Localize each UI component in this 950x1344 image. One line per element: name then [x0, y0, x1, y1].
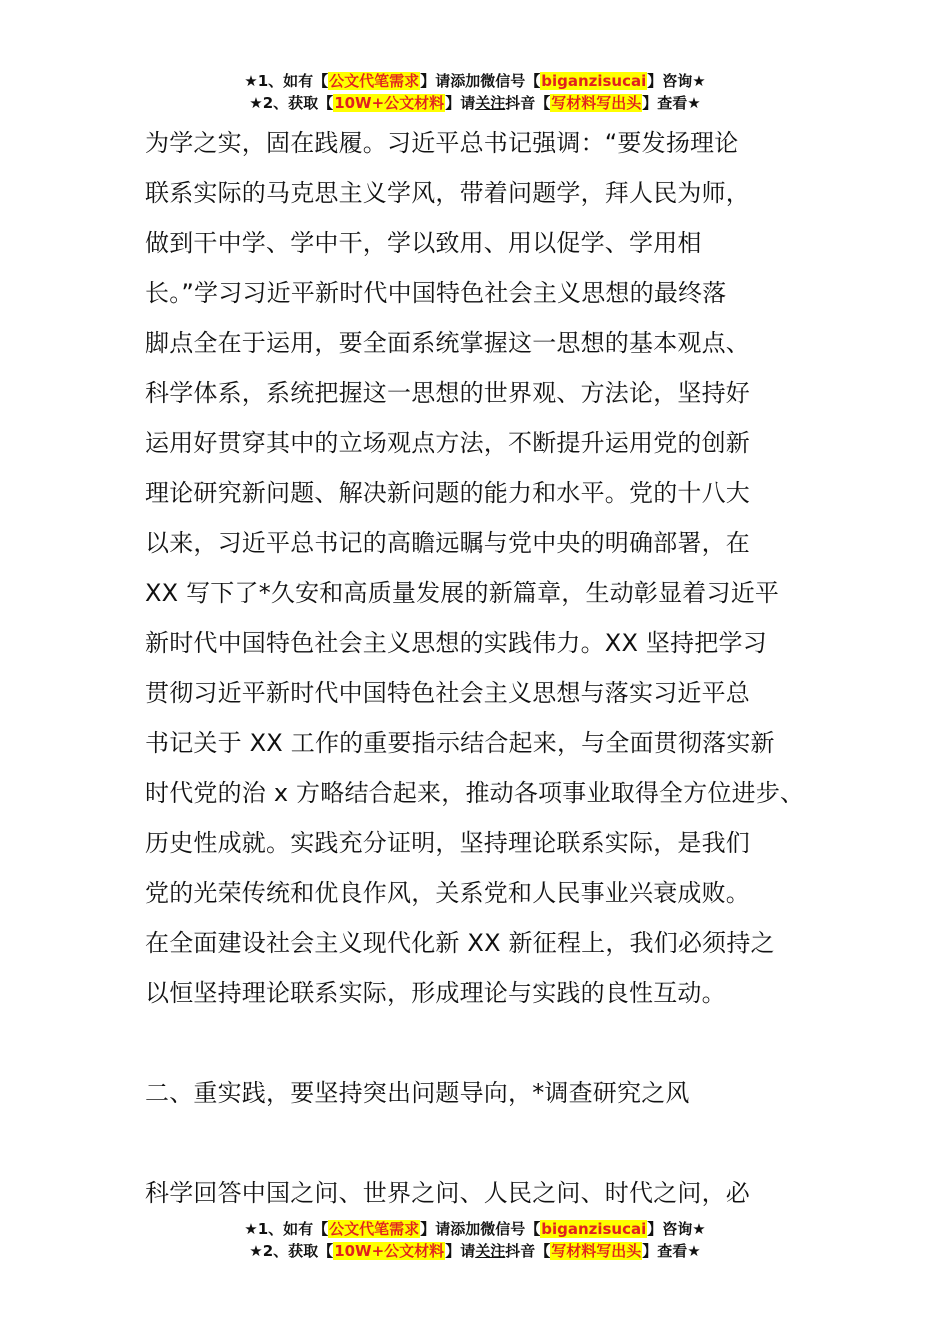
underlined-follow: 关注 [475, 1242, 506, 1260]
highlight-service: 公文代笔需求 [329, 72, 420, 90]
paragraph-line: 脚点全在于运用，要全面系统掌握这一思想的基本观点、 [145, 329, 750, 357]
document-body [145, 118, 825, 1218]
header-banner [0, 70, 950, 114]
banner-text: ★2、获取【 [249, 1242, 334, 1260]
paragraph-line: 贯彻习近平新时代中国特色社会主义思想与落实习近平总 [145, 679, 750, 707]
paragraph-line: 在全面建设社会主义现代化新 XX 新征程上，我们必须持之 [145, 929, 775, 957]
banner-text: ★1、如有【 [244, 1220, 329, 1238]
paragraph-line: 长。”学习习近平新时代中国特色社会主义思想的最终落 [145, 279, 727, 307]
paragraph-line: 运用好贯穿其中的立场观点方法，不断提升运用党的创新 [145, 429, 750, 457]
banner-line-1 [0, 70, 950, 92]
banner-text: 】请添加微信号【 [420, 72, 541, 90]
banner-text: ★2、获取【 [249, 94, 334, 112]
paragraph-line: 历史性成就。实践充分证明，坚持理论联系实际，是我们 [145, 829, 750, 857]
banner-text: 】请添加微信号【 [420, 1220, 541, 1238]
paragraph-line: 科学体系，系统把握这一思想的世界观、方法论，坚持好 [145, 379, 750, 407]
paragraph-line: 做到干中学、学中干，学以致用、用以促学、学用相 [145, 229, 702, 257]
paragraph-line: 时代党的治 x 方略结合起来，推动各项事业取得全方位进步、 [145, 779, 805, 807]
paragraph-line: XX 写下了*久安和高质量发展的新篇章，生动彰显着习近平 [145, 579, 780, 607]
paragraph-line: 以来，习近平总书记的高瞻远瞩与党中央的明确部署，在 [145, 529, 750, 557]
banner-line-1 [0, 1218, 950, 1240]
paragraph-line: 联系实际的马克思主义学风，带着问题学，拜人民为师， [145, 179, 750, 207]
paragraph-line: 科学回答中国之问、世界之问、人民之问、时代之问，必 [145, 1179, 750, 1207]
paragraph-line: 书记关于 XX 工作的重要指示结合起来，与全面贯彻落实新 [145, 729, 775, 757]
banner-text: 】咨询★ [647, 72, 706, 90]
underlined-follow: 关注 [475, 94, 506, 112]
banner-text: 】请 [445, 1242, 476, 1260]
paragraph-line: 理论研究新问题、解决新问题的能力和水平。党的十八大 [145, 479, 750, 507]
highlight-wechat-id: biganzisucai [541, 1220, 647, 1238]
paragraph-line: 以恒坚持理论联系实际，形成理论与实践的良性互动。 [145, 979, 726, 1007]
banner-line-2 [0, 92, 950, 114]
banner-line-2 [0, 1240, 950, 1262]
section-heading: 二、重实践，要坚持突出问题导向，*调查研究之风 [145, 1079, 690, 1107]
paragraph-line: 新时代中国特色社会主义思想的实践伟力。XX 坚持把学习 [145, 629, 767, 657]
highlight-wechat-id: biganzisucai [541, 72, 647, 90]
banner-text: 抖音【 [505, 1242, 551, 1260]
banner-text: 】咨询★ [647, 1220, 706, 1238]
highlight-douyin-account: 写材料写出头 [551, 94, 642, 112]
banner-text: 】查看★ [642, 1242, 701, 1260]
paragraph-gap [145, 1118, 825, 1168]
paragraph-line: 为学之实，固在践履。习近平总书记强调：“要发扬理论 [145, 129, 739, 157]
banner-text: ★1、如有【 [244, 72, 329, 90]
highlight-materials: 10W+公文材料 [334, 1242, 445, 1260]
highlight-douyin-account: 写材料写出头 [551, 1242, 642, 1260]
paragraph-gap [145, 1018, 825, 1068]
paragraph-line: 党的光荣传统和优良作风，关系党和人民事业兴衰成败。 [145, 879, 750, 907]
banner-text: 抖音【 [505, 94, 551, 112]
highlight-service: 公文代笔需求 [329, 1220, 420, 1238]
highlight-materials: 10W+公文材料 [334, 94, 445, 112]
banner-text: 】请 [445, 94, 476, 112]
banner-text: 】查看★ [642, 94, 701, 112]
footer-banner [0, 1218, 950, 1262]
